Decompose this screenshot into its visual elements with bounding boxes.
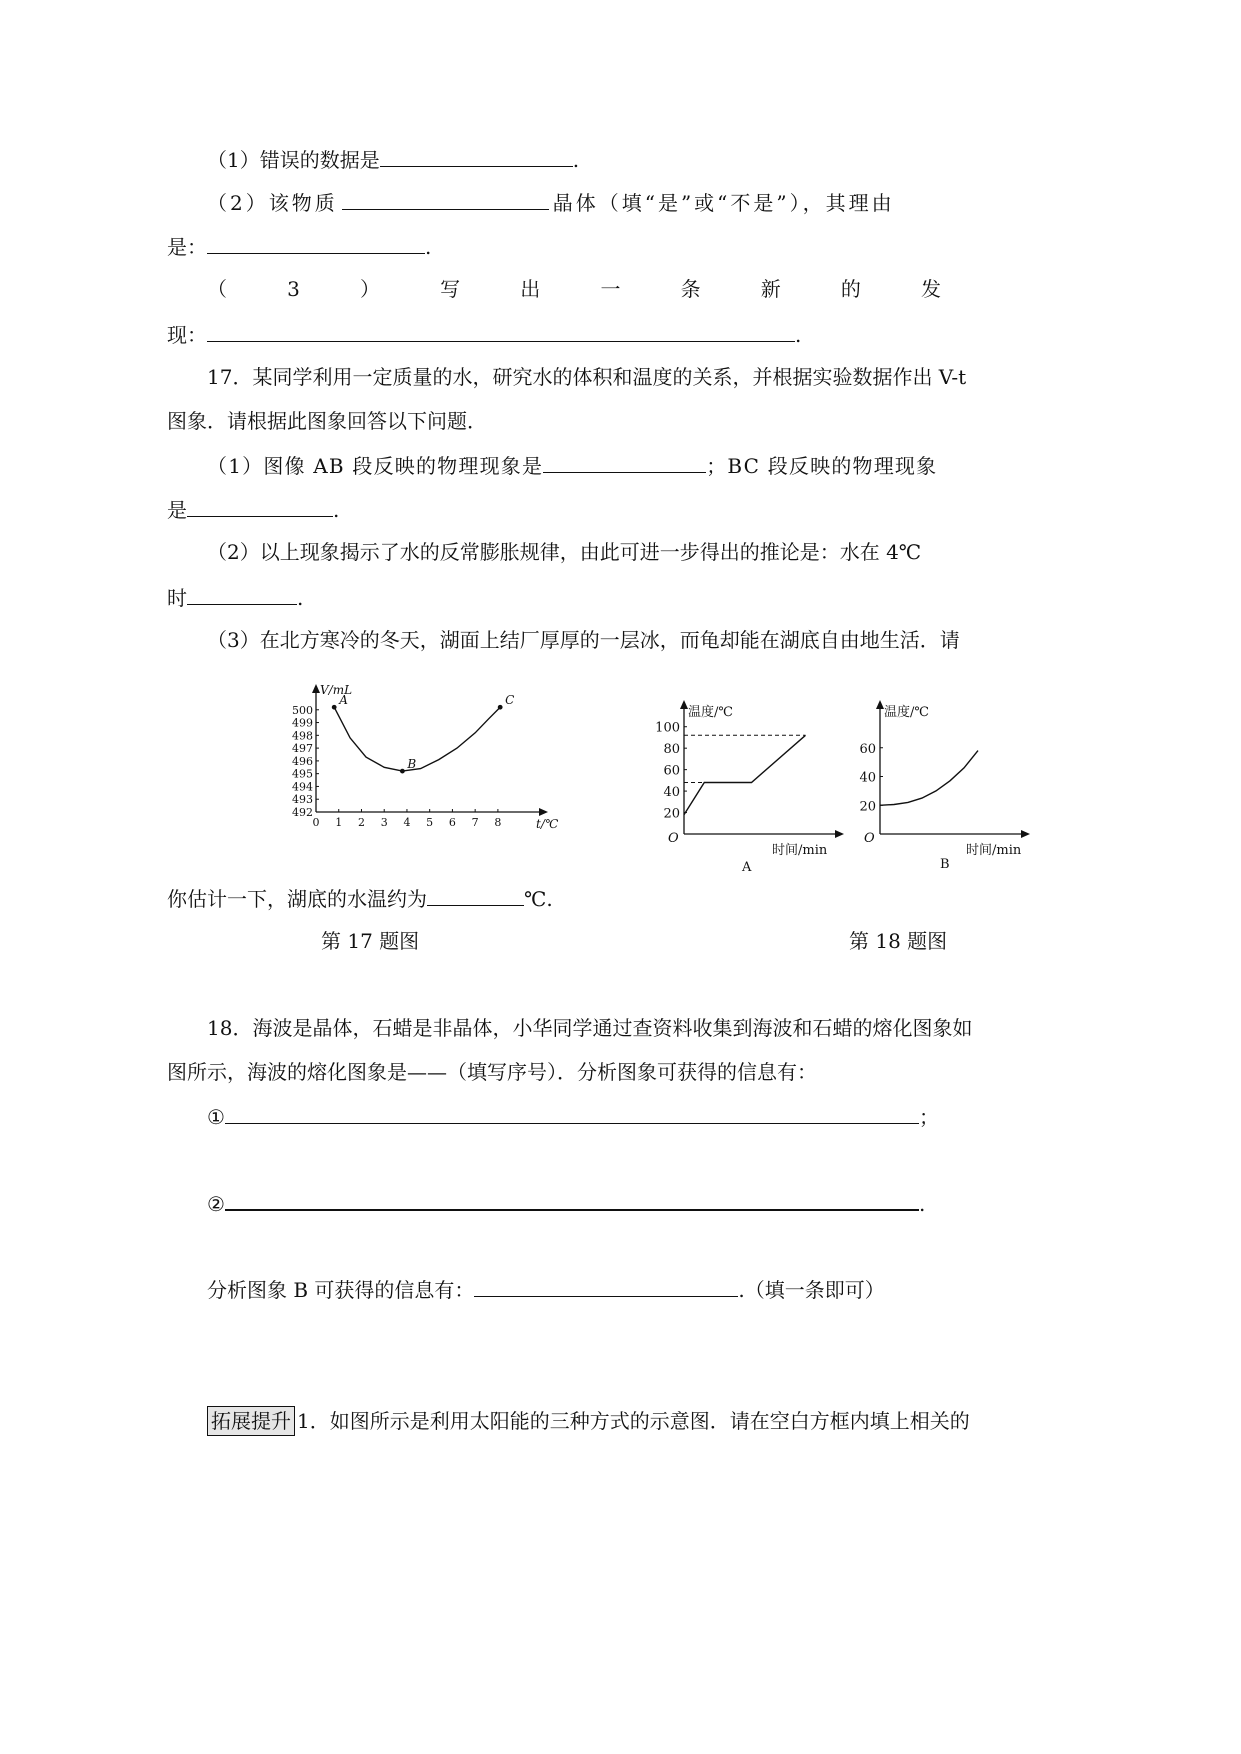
x-axis-label: t/℃ xyxy=(536,817,559,831)
y-axis-label: 温度/℃ xyxy=(884,705,929,720)
answer-blank[interactable] xyxy=(380,144,573,167)
y-tick-label: 494 xyxy=(292,780,313,794)
axis-arrow xyxy=(539,808,548,816)
y-tick-label: 495 xyxy=(292,767,313,781)
q16-part3-word: ） xyxy=(360,277,381,301)
q16-part2-cont xyxy=(167,231,431,261)
axis-arrow xyxy=(876,700,884,709)
y-tick-label: 499 xyxy=(292,716,313,730)
q16-part1-prefix: （1）错误的数据是 xyxy=(207,148,380,172)
point-a xyxy=(332,705,337,710)
point-label: C xyxy=(505,693,515,708)
punctuation: . xyxy=(795,323,802,347)
q16-part3-word: 写 xyxy=(440,277,461,301)
q17-part1-cont xyxy=(167,494,339,524)
y-tick-label: 60 xyxy=(663,763,680,779)
x-tick-label: 1 xyxy=(335,816,343,829)
q16-part3-word: （ xyxy=(207,277,227,301)
axis-arrow xyxy=(1021,830,1030,838)
q17-part3-unit: ℃. xyxy=(524,887,553,911)
answer-blank[interactable] xyxy=(207,319,795,342)
figure-17-caption: 第 17 题图 xyxy=(321,929,420,953)
x-axis-label: 时间/min xyxy=(772,843,828,858)
q18-stem-line2: 图所示，海波的熔化图象是——（填写序号）．分析图象可获得的信息有： xyxy=(167,1060,817,1084)
point-label: A xyxy=(339,693,348,708)
q18-item2 xyxy=(207,1187,925,1218)
q16-part2-text-b: 晶体（填“是”或“不是”），其理由 xyxy=(552,191,895,215)
y-tick-label: 496 xyxy=(292,754,313,768)
answer-blank[interactable] xyxy=(187,494,333,517)
y-tick-label: 493 xyxy=(292,793,313,807)
x-tick-label: 8 xyxy=(494,816,502,829)
y-tick-label: 60 xyxy=(859,741,876,757)
punctuation: . xyxy=(572,148,580,172)
q16-part3-word: 发 xyxy=(921,277,941,301)
answer-blank[interactable] xyxy=(225,1101,919,1124)
q17-stem-line1: 17．某同学利用一定质量的水，研究水的体积和温度的关系，并根据实验数据作出 V-t xyxy=(207,365,967,389)
volume-temperature-chart xyxy=(284,680,559,850)
y-tick-label: 100 xyxy=(655,720,680,736)
axis-arrow xyxy=(680,700,688,709)
origin-label: O xyxy=(864,831,875,846)
q17-part2: （2）以上现象揭示了水的反常膨胀规律，由此可进一步得出的推论是：水在 4℃ xyxy=(207,540,922,564)
q16-part3-cont xyxy=(167,319,801,349)
answer-blank[interactable] xyxy=(342,187,549,210)
q16-part1 xyxy=(207,144,579,174)
q17-part3-text-b: 你估计一下，湖底的水温约为 xyxy=(167,887,427,911)
figure-18-caption: 第 18 题图 xyxy=(849,929,948,953)
y-tick-label: 497 xyxy=(292,742,313,756)
q17-part3: （3）在北方寒冷的冬天，湖面上结厂厚厚的一层冰，而龟却能在湖底自由地生活．请 xyxy=(207,628,960,652)
q17-stem-line2: 图象．请根据此图象回答以下问题． xyxy=(167,409,487,433)
melting-chart-b xyxy=(852,694,1037,876)
y-tick-label: 498 xyxy=(292,729,313,743)
q16-part2-text: （2）该物质 xyxy=(207,191,338,215)
x-tick-label: 3 xyxy=(380,816,388,829)
x-tick-label: 2 xyxy=(357,816,365,829)
item-marker: ② xyxy=(207,1192,225,1216)
punctuation: . xyxy=(297,586,304,610)
y-axis-label: V/mL xyxy=(320,683,353,697)
x-tick-label: 7 xyxy=(471,816,479,829)
y-tick-label: 40 xyxy=(663,785,680,801)
chart-label: B xyxy=(940,857,950,872)
q17-part2-cont xyxy=(167,582,303,612)
axis-arrow xyxy=(312,684,320,693)
answer-blank[interactable] xyxy=(225,1187,919,1211)
punctuation: . xyxy=(333,498,340,522)
q16-part3-word: 条 xyxy=(680,277,701,301)
y-axis-label: 温度/℃ xyxy=(688,705,733,720)
punctuation: . xyxy=(918,1192,926,1216)
point-c xyxy=(498,705,503,710)
x-tick-label: 0 xyxy=(312,816,320,829)
punctuation: ； xyxy=(918,1105,939,1129)
y-tick-label: 20 xyxy=(859,799,876,815)
volume-curve xyxy=(334,707,500,771)
y-tick-label: 80 xyxy=(663,742,680,758)
y-tick-label: 20 xyxy=(663,806,680,822)
q18-chart-b-info xyxy=(207,1274,885,1304)
melting-curve-a xyxy=(684,735,806,814)
q18-item1 xyxy=(207,1101,939,1131)
extension-question xyxy=(207,1406,970,1436)
extension-text: 1．如图所示是利用太阳能的三种方式的示意图．请在空白方框内填上相关的 xyxy=(297,1409,970,1433)
q16-part3-word: 一 xyxy=(600,277,621,301)
q18-chart-b-text: 分析图象 B 可获得的信息有： xyxy=(207,1278,475,1302)
q16-part3-word: 的 xyxy=(840,277,861,301)
melting-chart-a xyxy=(650,694,850,876)
x-axis-label: 时间/min xyxy=(966,843,1022,858)
q17-part1-text-c: 是 xyxy=(167,498,187,522)
q16-part3-word: 新 xyxy=(760,277,781,301)
y-tick-label: 492 xyxy=(292,806,313,819)
q17-part1-text-b: ；BC 段反映的物理现象 xyxy=(706,454,938,478)
q17-part3-cont xyxy=(167,883,553,913)
answer-blank[interactable] xyxy=(207,231,425,254)
q16-part2 xyxy=(207,187,895,217)
q16-part3-word: 3 xyxy=(287,277,300,301)
punctuation: . xyxy=(425,235,432,259)
y-tick-label: 40 xyxy=(859,770,876,786)
chart-label: A xyxy=(742,860,752,875)
q18-chart-b-text-b: .（填一条即可） xyxy=(738,1278,885,1302)
x-tick-label: 4 xyxy=(403,816,411,829)
answer-blank[interactable] xyxy=(543,450,706,473)
melting-curve-b xyxy=(880,751,978,806)
extension-tag: 拓展提升 xyxy=(207,1406,295,1436)
q16-part2-text-c: 是： xyxy=(167,235,207,259)
q16-part3 xyxy=(207,275,941,303)
x-tick-label: 6 xyxy=(448,816,456,829)
y-tick-label: 500 xyxy=(292,703,313,717)
item-marker: ① xyxy=(207,1105,225,1129)
point-label: B xyxy=(407,757,417,772)
point-b xyxy=(400,769,405,774)
q16-part3-text-c: 现： xyxy=(167,323,207,347)
q17-part2-text-b: 时 xyxy=(167,586,187,610)
x-tick-label: 5 xyxy=(426,816,434,829)
q17-part1-text: （1）图像 AB 段反映的物理现象是 xyxy=(207,454,544,478)
q17-part1 xyxy=(207,450,937,480)
answer-blank[interactable] xyxy=(427,883,524,906)
answer-blank[interactable] xyxy=(187,582,297,605)
q16-part3-word: 出 xyxy=(520,277,541,301)
origin-label: O xyxy=(668,831,679,846)
answer-blank[interactable] xyxy=(474,1274,738,1297)
axis-arrow xyxy=(835,830,844,838)
q18-stem-line1: 18．海波是晶体，石蜡是非晶体，小华同学通过查资料收集到海波和石蜡的熔化图象如 xyxy=(207,1016,973,1040)
